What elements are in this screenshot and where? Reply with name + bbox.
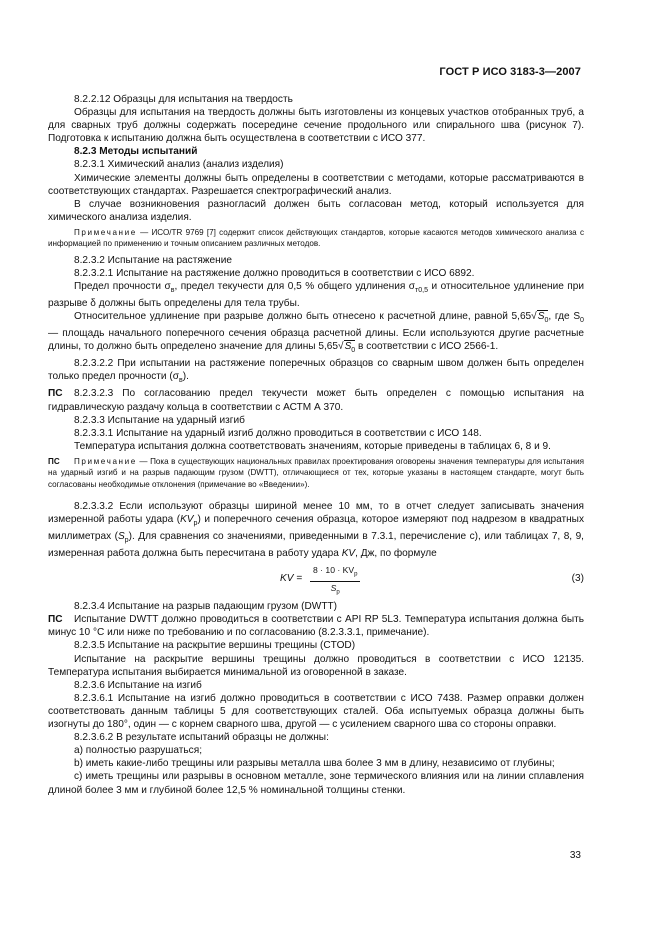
formula-lhs: KV = xyxy=(280,573,303,585)
note-2-body: — Пока в существующих национальных правилах проектирования оговорены значения температуры для испытания на ударный изгиб и на разрыв падающим грузом (DWTT), отличающиеся от тех, которые указаны в настоящем стандарте, могут быть согласованы необходимые отклонения (примечание во «Введении»). xyxy=(48,456,584,489)
ps-label: ПС xyxy=(48,456,60,466)
para-hardness-samples: Образцы для испытания на твердость должны быть изготовлены из концевых участков отобранных труб, а для сварных труб должны содержать посередине сечение продольного или спирального шва (рисунок 7). Подготовка к испытанию должна быть осуществлена в соответствии с ИСО 377. xyxy=(48,107,584,145)
para-8-2-3-3: 8.2.3.3 Испытание на ударный изгиб xyxy=(74,414,245,426)
formula-denominator: $S_p$ xyxy=(330,582,340,596)
formula-number: (3) xyxy=(571,573,584,585)
para-8-2-3-1: 8.2.3.1 Химический анализ (анализ изделия) xyxy=(74,159,284,171)
sqrt-radicand-2: $S_0$ xyxy=(344,341,356,355)
para-8-2-3-6-2: 8.2.3.6.2 В результате испытаний образцы не должны: xyxy=(74,732,329,744)
document-body xyxy=(48,93,584,797)
note-1 xyxy=(48,227,584,250)
para-test-temperature: Температура испытания должна соответствовать значениям, которые приведены в таблицах 6, 8 и 9. xyxy=(74,440,551,452)
para-ctod: Испытание на раскрытие вершины трещины должно проводиться в соответствии с ИСО 12135. Температура испытания выбирается минимальной из оговоренной в заказе. xyxy=(48,653,584,678)
standard-header: ГОСТ Р ИСО 3183-3—2007 xyxy=(439,66,581,78)
note-1-lead: Примечание xyxy=(74,227,137,237)
formula-fraction xyxy=(310,564,360,598)
note-2 xyxy=(48,456,584,490)
ps-label: ПС xyxy=(48,388,63,400)
para-strength-limits: Предел прочности $\sigma_в$, предел текучести для 0,5 % общего удлинения $\sigma_{т0,5}$ и относительное удлинение при разрыве δ должны быть определены для тела трубы. xyxy=(48,280,585,309)
para-8-2-2-12: 8.2.2.12 Образцы для испытания на твердость xyxy=(74,94,293,105)
list-item-a: а) полностью разрушаться; xyxy=(74,745,202,757)
para-8-2-3-4: 8.2.3.4 Испытание на разрыв падающим грузом (DWTT) xyxy=(74,601,338,613)
para-8-2-3-6: 8.2.3.6 Испытание на изгиб xyxy=(74,679,202,691)
para-elongation: Относительное удлинение при разрыве должно быть отнесено к расчетной длине, равной $5,65√S_0$, где $S_0$ — площадь начального поперечного сечения образца расчетной длины. Если используются другие расчетные длины, то должно быть определено значение для длины $5,65√S_0$ в соответствии с ИСО 2566-1. xyxy=(48,310,584,355)
formula-numerator: $8 \cdot 10 \cdot KV_p$ xyxy=(310,564,360,582)
list-item-b: b) иметь какие-либо трещины или разрывы металла шва более 3 мм в длину, независимо от глубины; xyxy=(74,758,555,770)
para-8-2-3-2-1: 8.2.3.2.1 Испытание на растяжение должно проводиться в соответствии с ИСО 6892. xyxy=(74,267,475,279)
para-8-2-3-5: 8.2.3.5 Испытание на раскрытие вершины трещины (CTOD) xyxy=(74,640,356,652)
ps-label: ПС xyxy=(48,614,63,626)
para-chemical-elements: Химические элементы должны быть определены в соответствии с методами, которые рассматриваются в соответствующих стандартах. Разрешается спектрографический анализ. xyxy=(48,172,584,197)
sqrt-radicand: $S_0$ xyxy=(537,310,549,324)
section-heading-8-2-3: 8.2.3 Методы испытаний xyxy=(74,146,198,158)
sqrt-sign-2: √ xyxy=(338,341,344,353)
note-1-body: — ИСО/TR 9769 [7] содержит список действующих стандартов, которые касаются методов химического анализа с информацией по применению и точным описанием различных методов. xyxy=(48,227,584,249)
para-disagreement: В случае возникновения разногласий должен быть согласован метод, который используется для химического анализа изделия. xyxy=(48,198,584,223)
note-2-lead: Примечание xyxy=(74,456,137,466)
sqrt-sign: √ xyxy=(531,310,537,322)
list-item-c: с) иметь трещины или разрывы в основном металле, зоне термического влияния или на линии сплавления длиной более 3 мм и глубиной более 12,5 % номинальной толщины стенки. xyxy=(48,771,584,796)
para-8-2-3-2-3: ПС 8.2.3.2.3 По согласованию предел текучести может быть определен с помощью испытания на гидравлическую раздачу кольца в соответствии с АСТМ А 370. xyxy=(48,388,584,413)
para-8-2-3-3-2: 8.2.3.3.2 Если используют образцы шириной менее 10 мм, то в отчет следует записывать значения измеренной работы удара $(KV_p)$ и поперечного сечения образца, которое измеряют под надрезом в квадратных миллиметрах $(S_p)$. Для сравнения со значениями, приведенными в 7.3.1, перечисление с), или таблицах 7, 8, 9, измеренная работа должна быть пересчитана в работу удара KV, Дж, по формуле xyxy=(48,500,584,560)
para-8-2-3-6-1: 8.2.3.6.1 Испытание на изгиб должно проводиться в соответствии с ИСО 7438. Размер оправки должен соответствовать данным таблицы 5 для соответствующих сталей. Оба испытуемых образца должны быть изогнуты до 180°, один — с корнем сварного шва, другой — с усилением сварного шва со стороны оправки. xyxy=(48,692,584,731)
para-8-2-3-3-1: 8.2.3.3.1 Испытание на ударный изгиб должно проводиться в соответствии с ИСО 148. xyxy=(74,427,482,439)
page-number: 33 xyxy=(569,850,581,861)
para-8-2-3-2: 8.2.3.2 Испытание на растяжение xyxy=(74,254,232,266)
para-dwtt: ПС Испытание DWTT должно проводиться в соответствии с API RP 5L3. Температура испытания должна быть минус 10 °С или ниже по требованию и по согласованию (8.2.3.3.1, примечание). xyxy=(48,614,584,639)
para-8-2-3-2-2: 8.2.3.2.2 При испытании на растяжение поперечных образцов со сварным швом должен быть определен только предел прочности $(\sigma_в)$. xyxy=(48,358,584,385)
formula-3 xyxy=(48,564,584,594)
